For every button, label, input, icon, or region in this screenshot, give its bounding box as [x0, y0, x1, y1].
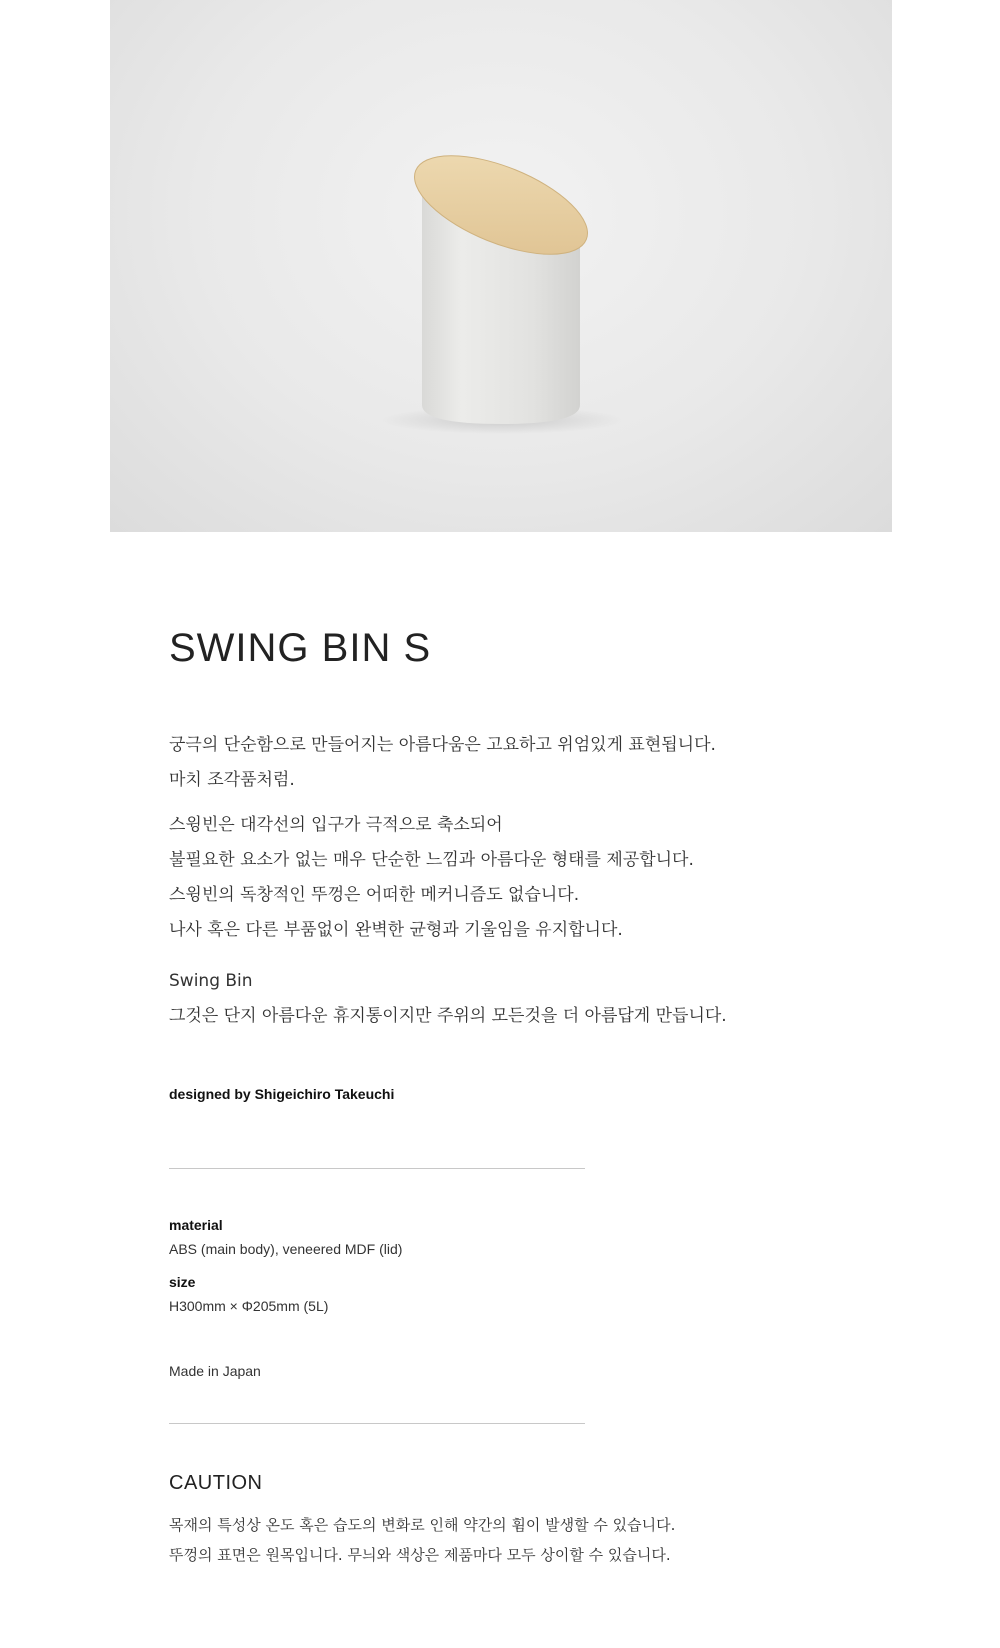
description-line: 나사 혹은 다른 부품없이 완벽한 균형과 기울임을 유지합니다. — [169, 920, 623, 940]
divider — [169, 1423, 585, 1424]
description-paragraph — [169, 808, 694, 948]
caution-text — [169, 1510, 675, 1570]
divider — [169, 1168, 585, 1169]
closing-line: 그것은 단지 아름다운 휴지통이지만 주위의 모든것을 더 아름답게 만듭니다. — [169, 1006, 727, 1026]
closing-line: Swing Bin — [169, 971, 253, 991]
size-value: H300mm × Φ205mm (5L) — [169, 1298, 329, 1314]
material-value: ABS (main body), veneered MDF (lid) — [169, 1241, 403, 1257]
description-line: 불필요한 요소가 없는 매우 단순한 느낌과 아름다운 형태를 제공합니다. — [169, 850, 694, 870]
description-line: 스윙빈의 독창적인 뚜껑은 어떠한 메커니즘도 없습니다. — [169, 885, 580, 905]
size-label: size — [169, 1274, 196, 1290]
material-label: material — [169, 1217, 223, 1233]
caution-title: CAUTION — [169, 1472, 263, 1494]
closing-paragraph — [169, 964, 727, 1034]
intro-line: 마치 조각품처럼. — [169, 770, 295, 790]
intro-paragraph — [169, 728, 716, 798]
designer-credit: designed by Shigeichiro Takeuchi — [169, 1086, 395, 1102]
origin-text: Made in Japan — [169, 1363, 261, 1379]
product-title: SWING BIN S — [169, 626, 432, 670]
caution-line: 목재의 특성상 온도 혹은 습도의 변화로 인해 약간의 휨이 발생할 수 있습니다. — [169, 1516, 676, 1534]
product-hero-image — [110, 0, 892, 532]
intro-line: 궁극의 단순함으로 만들어지는 아름다움은 고요하고 위엄있게 표현됩니다. — [169, 735, 716, 755]
description-line: 스윙빈은 대각선의 입구가 극적으로 축소되어 — [169, 815, 503, 835]
swing-bin-illustration — [110, 0, 892, 532]
caution-line: 뚜껑의 표면은 원목입니다. 무늬와 색상은 제품마다 모두 상이할 수 있습니다. — [169, 1546, 671, 1564]
